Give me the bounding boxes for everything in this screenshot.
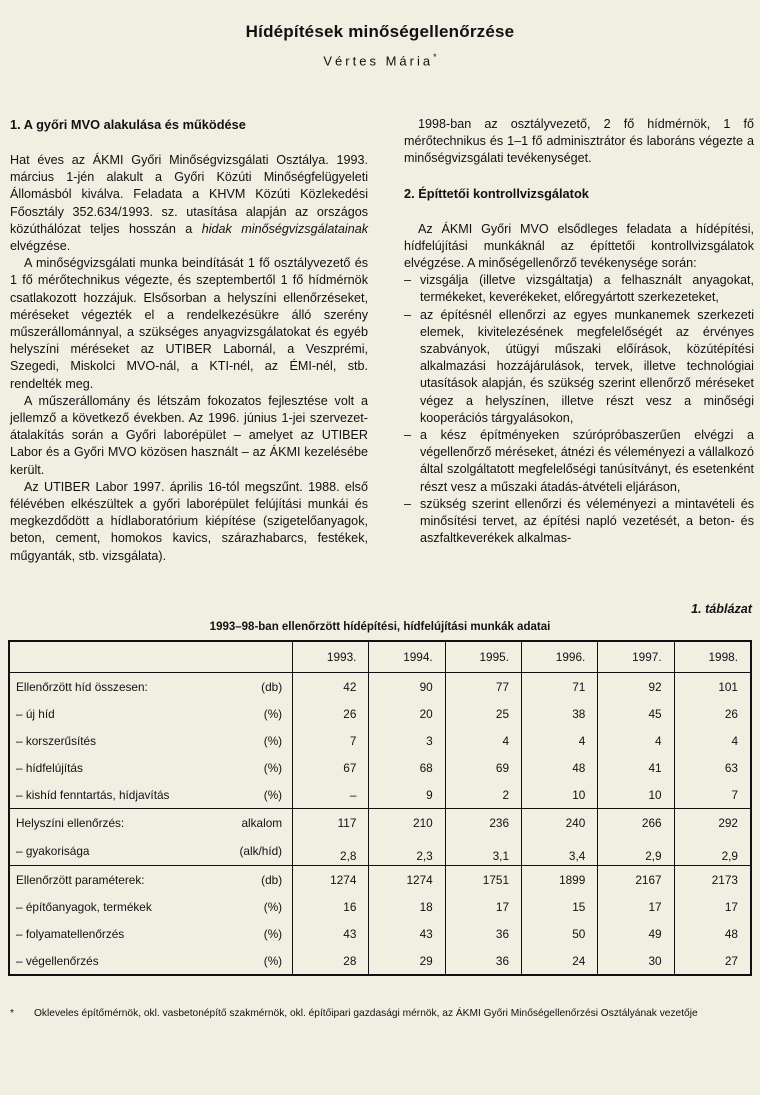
section-1-heading: 1. A győri MVO alakulása és működése (10, 117, 246, 132)
value-cell: 292 (674, 809, 751, 837)
footnote (8, 1006, 752, 1021)
paragraph-4: Az UTIBER Labor 1997. április 16-tól megszűnt. 1988. első félévében elkészültek a győri laborépület felújítási munkái és megkezdődött a hídlaboratórium kiépítése (szigetelőanyagok, beton, cement, homokos kavics, szárazhabarcs, festékek, műgyanták, stb. vizsgálata). (10, 479, 368, 563)
table-row (9, 866, 751, 894)
value-cell: 4 (674, 727, 751, 754)
value-cell: 2,9 (598, 836, 674, 866)
row-label: – hídfelújítás (16, 760, 83, 775)
value-cell: 4 (522, 727, 598, 754)
value-cell: 3,4 (522, 836, 598, 866)
value-cell: 17 (674, 893, 751, 920)
value-cell: 15 (522, 893, 598, 920)
paragraph-1-text-b: elvégzése. (10, 239, 71, 254)
value-cell: 18 (369, 893, 445, 920)
value-cell: 10 (522, 781, 598, 809)
value-cell: 38 (522, 700, 598, 727)
year-header: 1997. (598, 641, 674, 673)
table-row (9, 673, 751, 701)
row-unit: (alk/híd) (217, 836, 293, 866)
value-cell: 71 (522, 673, 598, 701)
row-label: – új híd (16, 706, 55, 721)
table-row (9, 920, 751, 947)
table-row (9, 727, 751, 754)
value-cell: 48 (674, 920, 751, 947)
year-header: 1994. (369, 641, 445, 673)
year-header: 1998. (674, 641, 751, 673)
value-cell: 25 (445, 700, 521, 727)
value-cell: 2,9 (674, 836, 751, 866)
value-cell: 17 (445, 893, 521, 920)
value-cell: 20 (369, 700, 445, 727)
value-cell: 2,8 (293, 836, 369, 866)
value-cell: 16 (293, 893, 369, 920)
list-item: – a kész építményeken szúrópróbaszerűen elvégzi a végellenőrző méréseket, átnézi és véleményezi a vállalkozó által szolgáltatott megfelelőségi tanúsítványt, és esetenként részt vesz a műszaki átadás-átvételi eljáráson, (404, 427, 754, 496)
header-blank-cell (9, 641, 217, 673)
paragraph-6: Az ÁKMI Győri MVO elsődleges feladata a hídépítési, hídfelújítási munkáknál az építtetői kontrollvizsgálatok elvégzése. A minőségellenőrző tevékenysége során: (404, 221, 754, 271)
author-footnote-mark: * (433, 52, 437, 62)
value-cell: 27 (674, 947, 751, 975)
value-cell: 45 (598, 700, 674, 727)
value-cell: 210 (369, 809, 445, 837)
author-line (0, 52, 760, 68)
value-cell: 117 (293, 809, 369, 837)
row-label: Helyszíni ellenőrzés: (16, 815, 125, 830)
table-caption: 1993–98-ban ellenőrzött hídépítési, hídfelújítási munkák adatai (209, 621, 551, 633)
value-cell: 50 (522, 920, 598, 947)
value-cell: 101 (674, 673, 751, 701)
paragraph-1-emphasis: hidak minőségvizsgálatainak (201, 221, 368, 236)
paragraph-2: A minőségvizsgálati munka beindítását 1 fő osztályvezető és 1 fő mérőtechnikus végezte, és szeptembertől 1 fő hídmérnök csatlakozott hozzájuk. Elsősorban a helyszíni ellenőrzéseket, méréseket végezték el a rendelkezésükre álló szerény műszerállománnyal, a szükséges anyagvizsgálatokat és egyéb helyszíni méréseket az UTIBER Labornál, a Veszprémi, Szegedi, Miskolci MVO-nál, a KTI-nél, az ÉMI-nél, stb. rendelték meg. (10, 256, 368, 391)
value-cell: 43 (369, 920, 445, 947)
value-cell: 68 (369, 754, 445, 781)
value-cell: 41 (598, 754, 674, 781)
paragraph-1-text-a: Hat éves az ÁKMI Győri Minőségvizsgálati Osztálya. 1993. március 1-jén alakult a Győri Közúti Minőségfelügyeleti Állomásból kiválva. Feladata a KHVM Közúti Közlekedési Főosztály 352.634/1993. sz. utasítása alapján az országos közúthálózat teljes hosszán a (10, 153, 368, 236)
row-unit: (%) (263, 899, 283, 914)
value-cell: 77 (445, 673, 521, 701)
author-name: Vértes Mária (323, 53, 434, 69)
table-row (9, 836, 751, 866)
value-cell: 90 (369, 673, 445, 701)
table-row (9, 700, 751, 727)
footnote-mark: * (10, 1008, 14, 1019)
row-unit: (db) (261, 679, 283, 694)
value-cell: 240 (522, 809, 598, 837)
section-2-heading: 2. Építtetői kontrollvizsgálatok (404, 185, 589, 201)
value-cell: 2 (445, 781, 521, 809)
row-unit: (%) (263, 733, 283, 748)
paragraph-5: 1998-ban az osztályvezető, 2 fő hídmérnök, 1 fő mérőtechnikus és 1–1 fő adminisztrátor és laboráns végezte a minőségvizsgálati tevékenységet. (404, 117, 754, 166)
table-row (9, 893, 751, 920)
value-cell: 42 (293, 673, 369, 701)
left-column (10, 116, 368, 565)
footnote-text: Okleveles építőmérnök, okl. vasbetonépítő szakmérnök, okl. építőipari gazdasági mérnök, az ÁKMI Győri Minőségellenőrzési Osztályának vezetője (34, 1008, 698, 1019)
row-label: – gyakorisága (9, 836, 217, 866)
value-cell: 36 (445, 920, 521, 947)
value-cell: 2,3 (369, 836, 445, 866)
value-cell: 1274 (369, 866, 445, 894)
year-header: 1993. (293, 641, 369, 673)
list-item: – szükség szerint ellenőrzi és véleményezi a mintavételi és minősítési tervet, az építési napló vezetését, a beton- és aszfaltkeverékek alkalmas- (404, 496, 754, 548)
value-cell: 26 (293, 700, 369, 727)
right-column (404, 116, 754, 547)
value-cell: 1274 (293, 866, 369, 894)
value-cell: 69 (445, 754, 521, 781)
value-cell: 236 (445, 809, 521, 837)
header-blank-cell (217, 641, 293, 673)
table-header-row (9, 641, 751, 673)
year-header: 1996. (522, 641, 598, 673)
value-cell: 1899 (522, 866, 598, 894)
value-cell: 2173 (674, 866, 751, 894)
value-cell: 48 (522, 754, 598, 781)
row-label: – végellenőrzés (9, 947, 217, 975)
value-cell: 43 (293, 920, 369, 947)
value-cell: 266 (598, 809, 674, 837)
value-cell: 17 (598, 893, 674, 920)
row-unit: (%) (263, 706, 283, 721)
list-item: – az építésnél ellenőrzi az egyes munkanemek szerkezeti elemek, kivitelezésének megfelelőségét az érvényes szabványok, útügyi műszaki előírások, közútépítési alkalmazási hozzájárulások, tervek, illetve technológiai utasítások alapján, és szükség szerint ellenőrző méréseket végez a helyszínen, illetve részt vesz a minőségi kooperációs tárgyalásokon, (404, 307, 754, 427)
paragraph-1 (10, 152, 368, 255)
value-cell: 92 (598, 673, 674, 701)
article-title: Hídépítések minőségellenőrzése (245, 22, 515, 41)
table-row (9, 781, 751, 809)
spacer (404, 168, 754, 185)
list-item: – vizsgálja (illetve vizsgáltatja) a felhasznált anyagokat, termékeket, keverékeket, előregyártott szerkezeteket, (404, 272, 754, 306)
row-unit: alkalom (241, 815, 283, 830)
value-cell: 7 (293, 727, 369, 754)
value-cell: 10 (598, 781, 674, 809)
row-label: – építőanyagok, termékek (16, 899, 152, 914)
task-list (404, 272, 754, 547)
value-cell: 28 (293, 947, 369, 975)
row-label: – korszerűsítés (16, 733, 96, 748)
value-cell: 67 (293, 754, 369, 781)
table-row (9, 947, 751, 975)
paragraph-3: A műszerállomány és létszám fokozatos fejlesztése volt a jellemző a következő években. Az 1996. június 1-jei szervezet-átalakítás során a Győri laborépület – amelyet az UTIBER Labor és a Győri MVO közösen használt – az ÁKMI kezelésébe került. (10, 393, 368, 477)
value-cell: 1751 (445, 866, 521, 894)
value-cell: – (293, 781, 369, 809)
value-cell: 3,1 (445, 836, 521, 866)
value-cell: 63 (674, 754, 751, 781)
row-label: – kishíd fenntartás, hídjavítás (9, 781, 217, 809)
data-table (8, 640, 752, 976)
value-cell: 29 (369, 947, 445, 975)
table-row (9, 754, 751, 781)
value-cell: 2167 (598, 866, 674, 894)
row-unit: (%) (217, 781, 293, 809)
value-cell: 49 (598, 920, 674, 947)
row-unit: (%) (217, 947, 293, 975)
table-label: 1. táblázat (691, 602, 752, 616)
value-cell: 4 (598, 727, 674, 754)
row-label: Ellenőrzött paraméterek: (16, 872, 145, 887)
value-cell: 9 (369, 781, 445, 809)
value-cell: 24 (522, 947, 598, 975)
year-header: 1995. (445, 641, 521, 673)
value-cell: 30 (598, 947, 674, 975)
row-label: Ellenőrzött híd összesen: (16, 679, 148, 694)
value-cell: 36 (445, 947, 521, 975)
table-body (9, 673, 751, 976)
value-cell: 26 (674, 700, 751, 727)
table-row (9, 809, 751, 837)
value-cell: 3 (369, 727, 445, 754)
value-cell: 4 (445, 727, 521, 754)
row-unit: (db) (261, 872, 283, 887)
row-unit: (%) (263, 760, 283, 775)
row-unit: (%) (263, 926, 283, 941)
row-label: – folyamatellenőrzés (16, 926, 125, 941)
value-cell: 7 (674, 781, 751, 809)
